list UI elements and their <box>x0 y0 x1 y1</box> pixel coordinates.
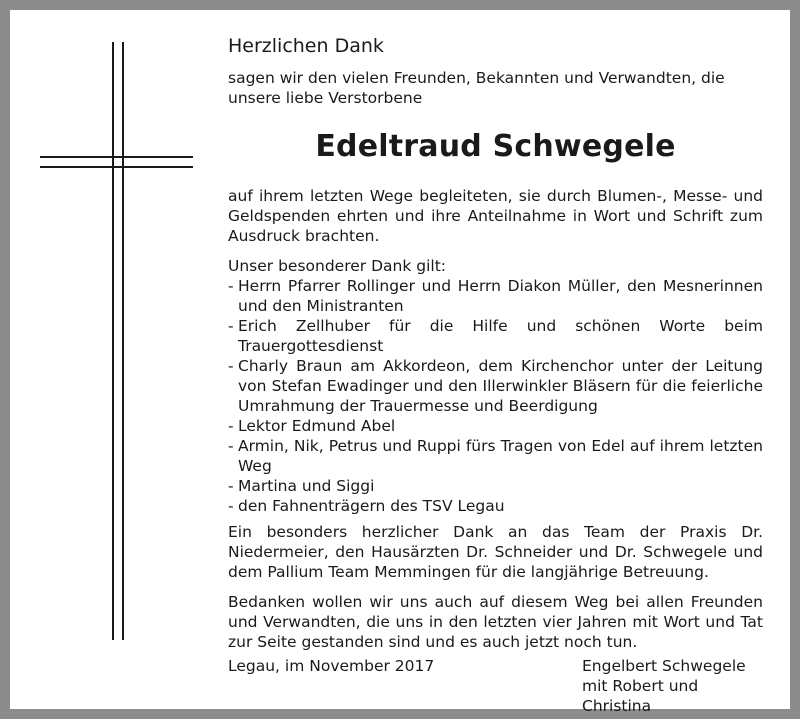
list-item: - Martina und Siggi <box>228 477 375 495</box>
cross-vertical-line <box>112 42 114 640</box>
paragraph-1: auf ihrem letzten Wege begleiteten, sie durch Blumen-, Messe- und Geldspenden ehrten und ihre Anteilnahme in Wort und Schrift zum Ausdruck brachten. <box>228 187 763 245</box>
list-item: - Herrn Pfarrer Rollinger und Herrn Diakon Müller, den Mesnerinnen und den Ministranten <box>228 277 763 315</box>
list-dash: - <box>228 497 234 515</box>
list-dash: - <box>228 277 234 295</box>
list-item: - den Fahnenträgern des TSV Legau <box>228 497 505 515</box>
cross-horizontal-line <box>40 166 193 168</box>
list-item: - Charly Braun am Akkordeon, dem Kirchenchor unter der Leitung von Stefan Ewadinger und den Illerwinkler Bläsern für die feierliche Umrahmung der Trauermesse und Beerdigung <box>228 357 763 415</box>
list-item: - Armin, Nik, Petrus und Ruppi fürs Tragen von Edel auf ihrem letzten Weg <box>228 437 763 475</box>
list-dash: - <box>228 357 234 375</box>
signature <box>582 656 763 716</box>
list-dash: - <box>228 417 234 435</box>
list-item: - Lektor Edmund Abel <box>228 417 396 435</box>
thanks-title: Unser besonderer Dank gilt: <box>228 257 446 275</box>
cross-horizontal-line <box>40 156 193 158</box>
list-dash: - <box>228 477 234 495</box>
signature-line-1: Engelbert Schwegele <box>582 657 746 675</box>
deceased-name: Edeltraud Schwegele <box>315 129 676 164</box>
notice-heading: Herzlichen Dank <box>228 35 384 57</box>
place-date: Legau, im November 2017 <box>228 657 435 675</box>
list-item: - Erich Zellhuber für die Hilfe und schönen Worte beim Trauergottesdienst <box>228 317 763 355</box>
thanks-list <box>228 276 763 516</box>
intro-text: sagen wir den vielen Freunden, Bekannten und Verwandten, die unsere liebe Verstorbene <box>228 69 725 107</box>
list-dash: - <box>228 317 234 335</box>
notice-body <box>228 34 763 662</box>
paragraph-2: Ein besonders herzlicher Dank an das Team der Praxis Dr. Niedermeier, den Hausärzten Dr. Schneider und Dr. Schwegele und dem Pallium Team Memmingen für die langjährige Betreuung. <box>228 523 763 581</box>
cross-vertical-line <box>122 42 124 640</box>
list-dash: - <box>228 437 234 455</box>
signature-line-2: mit Robert und Christina <box>582 677 699 715</box>
paragraph-3: Bedanken wollen wir uns auch auf diesem Weg bei allen Freunden und Verwandten, die uns in den letzten vier Jahren mit Wort und Tat zur Seite gestanden sind und es auch jetzt noch tun. <box>228 593 763 651</box>
